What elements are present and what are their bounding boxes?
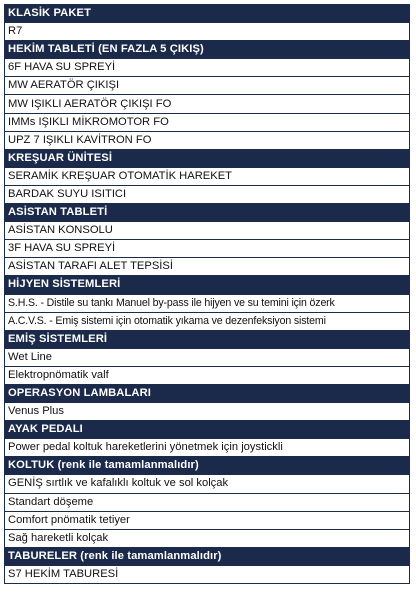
item-label: Venus Plus <box>5 403 410 421</box>
item-label: A.C.V.S. - Emiş sistemi için otomatik yıkama ve dezenfeksiyon sistemi <box>5 312 410 330</box>
item-row <box>5 294 410 312</box>
item-row <box>5 403 410 421</box>
section-header-row <box>5 41 410 59</box>
item-row <box>5 95 410 113</box>
item-label: S7 HEKİM TABURESİ <box>5 565 410 583</box>
item-label: MW AERATÖR ÇIKIŞI <box>5 77 410 95</box>
item-label: Elektropnömatik valf <box>5 366 410 384</box>
item-label: UPZ 7 IŞIKLI KAVİTRON FO <box>5 131 410 149</box>
item-row <box>5 240 410 258</box>
section-header-row <box>5 5 410 23</box>
section-header: HİJYEN SİSTEMLERİ <box>5 276 410 294</box>
section-header: ASİSTAN TABLETİ <box>5 204 410 222</box>
item-label: Comfort pnömatik tetiyer <box>5 511 410 529</box>
section-header: OPERASYON LAMBALARI <box>5 384 410 402</box>
section-header: AYAK PEDALI <box>5 421 410 439</box>
section-header-row <box>5 204 410 222</box>
section-header-row <box>5 330 410 348</box>
item-label: GENİŞ sırtlık ve kafalıklı koltuk ve sol kolçak <box>5 475 410 493</box>
item-row <box>5 222 410 240</box>
item-row <box>5 475 410 493</box>
section-header-row <box>5 421 410 439</box>
item-label: ASİSTAN TARAFI ALET TEPSİSİ <box>5 258 410 276</box>
spec-table-body <box>5 5 410 584</box>
item-row <box>5 77 410 95</box>
section-header-row <box>5 149 410 167</box>
section-header-row <box>5 384 410 402</box>
item-row <box>5 185 410 203</box>
item-row <box>5 439 410 457</box>
item-row <box>5 493 410 511</box>
item-row <box>5 258 410 276</box>
item-label: Power pedal koltuk hareketlerini yönetmek için joysticklі <box>5 439 410 457</box>
section-header-row <box>5 457 410 475</box>
item-label: SERAMİK KREŞUAR OTOMATİK HAREKET <box>5 167 410 185</box>
item-row <box>5 529 410 547</box>
item-label: IMMs IŞIKLI MİKROMOTOR FO <box>5 113 410 131</box>
item-label: S.H.S. - Distile su tankı Manuel by-pass ile hijyen ve su temini için özerk <box>5 294 410 312</box>
item-label: R7 <box>5 23 410 41</box>
item-label: Standart döşeme <box>5 493 410 511</box>
item-row <box>5 511 410 529</box>
item-label: Wet Line <box>5 348 410 366</box>
item-row <box>5 23 410 41</box>
item-row <box>5 366 410 384</box>
item-label: MW IŞIKLI AERATÖR ÇIKIŞI FO <box>5 95 410 113</box>
item-label: Sağ hareketli kolçak <box>5 529 410 547</box>
item-row <box>5 113 410 131</box>
section-header-row <box>5 276 410 294</box>
item-row <box>5 167 410 185</box>
section-header: TABURELER (renk ile tamamlanmalıdır) <box>5 547 410 565</box>
item-row <box>5 59 410 77</box>
item-label: BARDAK SUYU ISITICI <box>5 185 410 203</box>
item-row <box>5 565 410 583</box>
item-label: 3F HAVA SU SPREYİ <box>5 240 410 258</box>
item-label: ASİSTAN KONSOLU <box>5 222 410 240</box>
section-header: EMİŞ SİSTEMLERİ <box>5 330 410 348</box>
section-header: KLASİK PAKET <box>5 5 410 23</box>
item-label: 6F HAVA SU SPREYİ <box>5 59 410 77</box>
section-header: KREŞUAR ÜNİTESİ <box>5 149 410 167</box>
section-header: HEKİM TABLETİ (EN FAZLA 5 ÇIKIŞ) <box>5 41 410 59</box>
section-header: KOLTUK (renk ile tamamlanmalıdır) <box>5 457 410 475</box>
item-row <box>5 312 410 330</box>
item-row <box>5 131 410 149</box>
item-row <box>5 348 410 366</box>
section-header-row <box>5 547 410 565</box>
equipment-spec-table <box>4 4 410 584</box>
